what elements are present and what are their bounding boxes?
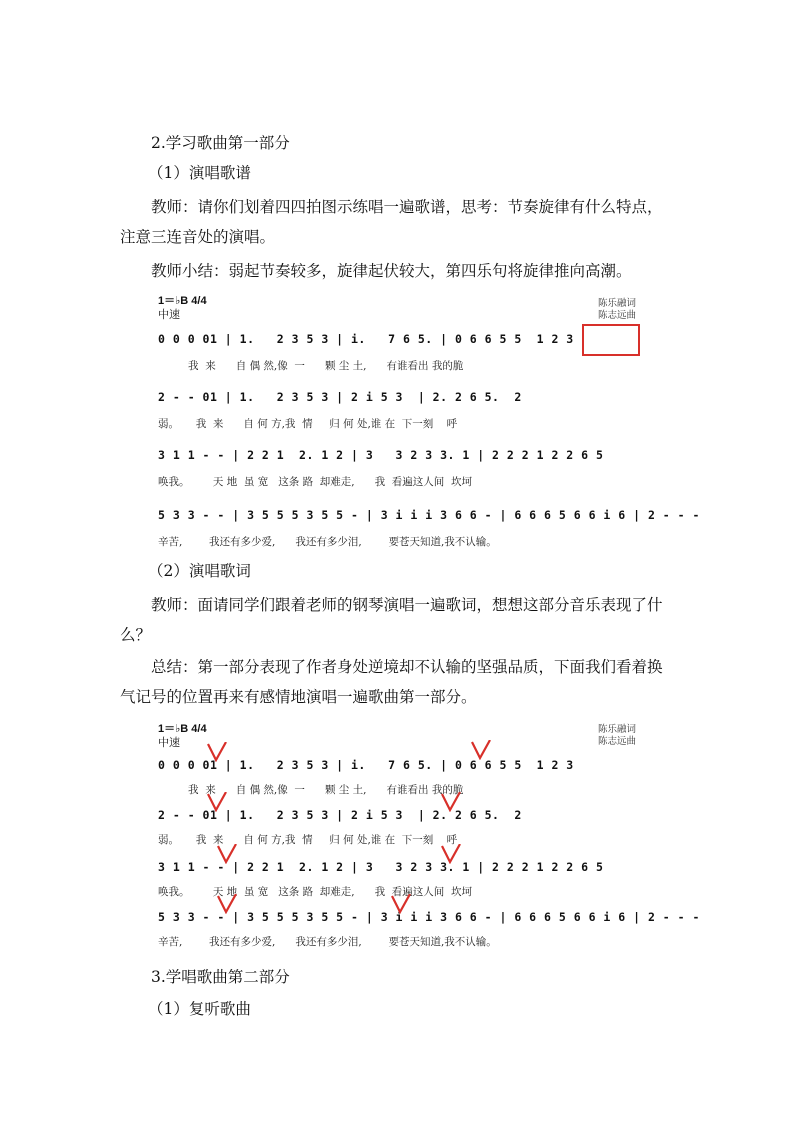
lyrics-line-4: 辛苦, 我还有多少爱, 我还有多少泪, 要苍天知道,我不认输。 bbox=[158, 936, 497, 948]
teacher-instruction-1: 教师：请你们划着四四拍图示练唱一遍歌谱，思考：节奏旋律有什么特点，注意三连音处的演唱。 bbox=[120, 198, 663, 246]
breath-mark-icon bbox=[440, 844, 462, 864]
notation-line-4: 5 3 3 - - | 3 5 5 5 3 5 5 - | 3 i i i 3 6 6 - | 6 6 6 5 6 6 i 6 | 2 - - - bbox=[158, 508, 700, 522]
lyrics-line-3: 唤我。 天 地 虽 宽 这条 路 却难走, 我 看遍这人间 坎坷 bbox=[158, 476, 472, 488]
breath-mark-icon bbox=[206, 792, 228, 812]
step2-title: （2）演唱歌词 bbox=[148, 562, 251, 580]
notation-line-3: 3 1 1 - - | 2 2 1 2. 1 2 | 3 3 2 3 3. 1 | 2 2 2 1 2 2 6 5 bbox=[158, 448, 604, 462]
notation-line-2: 2 - - 01 | 1. 2 3 5 3 | 2 i 5 3 | 2. 2 6 5. 2 bbox=[158, 808, 522, 822]
key-signature: 1＝♭B 4/4 bbox=[158, 295, 207, 307]
lyrics-line-2: 弱。 我 来 自 何 方,我 情 归 何 处,谁 在 下一刻 呼 bbox=[158, 834, 458, 846]
breath-mark-icon bbox=[216, 844, 238, 864]
credits bbox=[598, 298, 636, 322]
lyrics-line-4: 辛苦, 我还有多少爱, 我还有多少泪, 要苍天知道,我不认输。 bbox=[158, 536, 497, 548]
credit-lyrics: 陈乐融词 bbox=[597, 724, 636, 735]
notation-line-4: 5 3 3 - - | 3 5 5 5 3 5 5 - | 3 i i i 3 6 6 - | 6 6 6 5 6 6 i 6 | 2 - - - bbox=[158, 910, 700, 924]
lyrics-line-2: 弱。 我 来 自 何 方,我 情 归 何 处,谁 在 下一刻 呼 bbox=[158, 418, 458, 430]
heading-part2: 3.学唱歌曲第二部分 bbox=[151, 968, 290, 986]
breath-mark-icon bbox=[470, 740, 492, 760]
notation-line-1: 0 0 0 01 | 1. 2 3 5 3 | i. 7 6 5. | 0 6 6 5 5 1 2 3 bbox=[158, 332, 574, 346]
credit-music: 陈志远曲 bbox=[597, 310, 636, 321]
breath-mark-icon bbox=[206, 742, 228, 762]
breath-mark-icon bbox=[216, 894, 238, 914]
notation-line-2: 2 - - 01 | 1. 2 3 5 3 | 2 i 5 3 | 2. 2 6 5. 2 bbox=[158, 390, 522, 404]
credit-music: 陈志远曲 bbox=[597, 736, 636, 747]
heading-part1: 2.学习歌曲第一部分 bbox=[151, 134, 290, 152]
teacher-instruction-2: 教师：面请同学们跟着老师的钢琴演唱一遍歌词，想想这部分音乐表现了什么？ bbox=[120, 596, 663, 644]
score-2 bbox=[158, 720, 700, 950]
step1-title: （1）演唱歌谱 bbox=[148, 164, 251, 182]
notation-line-3: 3 1 1 - - | 2 2 1 2. 1 2 | 3 3 2 3 3. 1 | 2 2 2 1 2 2 6 5 bbox=[158, 860, 604, 874]
tempo-marking: 中速 bbox=[158, 737, 180, 749]
step3-title: （1）复听歌曲 bbox=[148, 1000, 251, 1018]
triplet-highlight-box bbox=[582, 324, 640, 356]
lyrics-line-1: 我 来 自 偶 然,像 一 颗 尘 土, 有谁看出 我的脆 bbox=[158, 360, 464, 372]
teacher-summary-1: 教师小结：弱起节奏较多，旋律起伏较大，第四乐句将旋律推向高潮。 bbox=[151, 262, 632, 280]
teacher-summary-2: 总结：第一部分表现了作者身处逆境却不认输的坚强品质，下面我们看着换气记号的位置再来有感情地演唱一遍歌曲第一部分。 bbox=[120, 658, 663, 706]
score-1 bbox=[158, 292, 700, 552]
lyrics-line-3: 唤我。 天 地 虽 宽 这条 路 却难走, 我 看遍这人间 坎坷 bbox=[158, 886, 472, 898]
notation-line-1: 0 0 0 01 | 1. 2 3 5 3 | i. 7 6 5. | 0 6 6 5 5 1 2 3 bbox=[158, 758, 574, 772]
tempo-marking: 中速 bbox=[158, 309, 180, 321]
breath-mark-icon bbox=[390, 894, 412, 914]
lyrics-line-1: 我 来 自 偶 然,像 一 颗 尘 土, 有谁看出 我的脆 bbox=[158, 784, 464, 796]
credits bbox=[598, 724, 636, 748]
key-signature: 1＝♭B 4/4 bbox=[158, 723, 207, 735]
credit-lyrics: 陈乐融词 bbox=[597, 298, 636, 309]
breath-mark-icon bbox=[440, 792, 462, 812]
